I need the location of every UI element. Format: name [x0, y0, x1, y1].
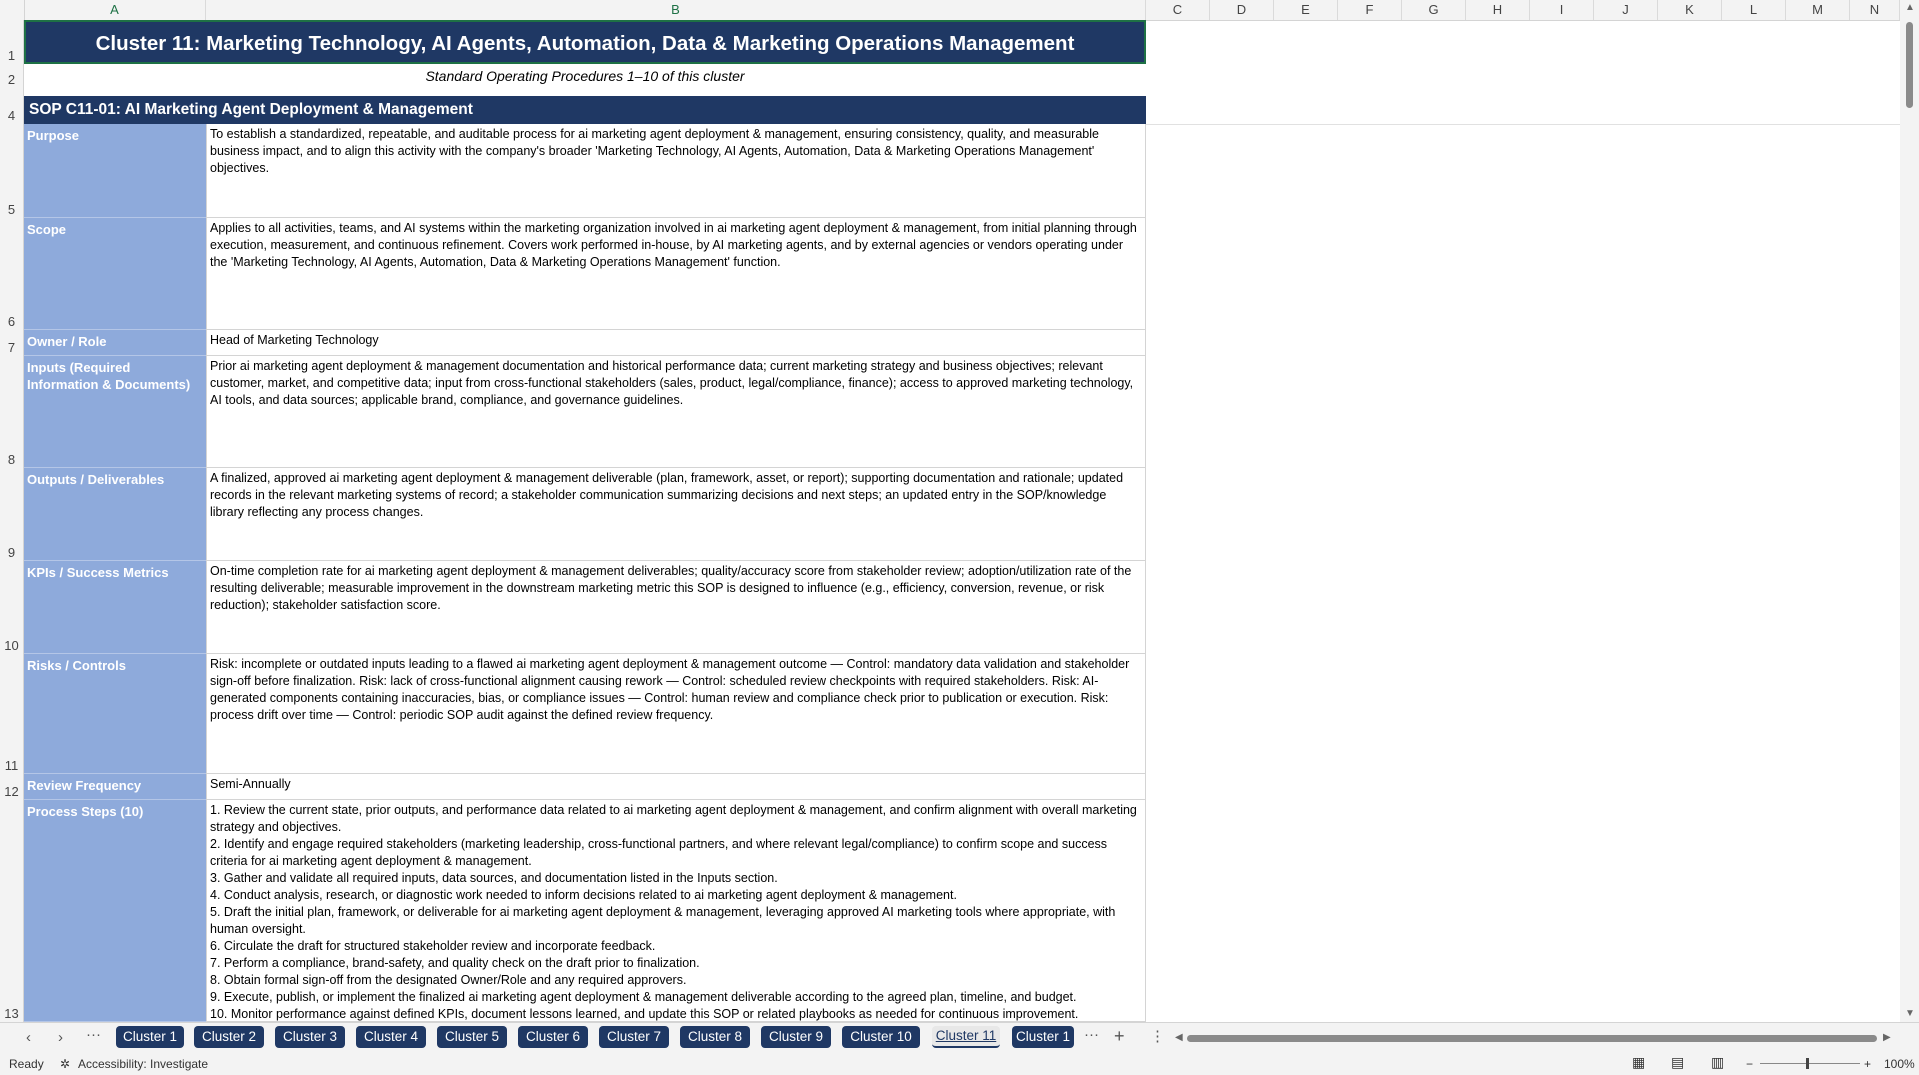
- column-header-f[interactable]: F: [1338, 0, 1402, 20]
- sop-header[interactable]: SOP C11-01: AI Marketing Agent Deployment & Management: [24, 96, 1146, 124]
- select-all-corner[interactable]: [0, 0, 25, 20]
- status-ready: Ready: [9, 1057, 44, 1071]
- page-layout-icon[interactable]: ▤: [1671, 1054, 1685, 1070]
- row-header-5[interactable]: 5: [0, 124, 24, 218]
- row-header-13[interactable]: 13: [0, 800, 24, 1022]
- tab-cluster-10[interactable]: Cluster 10: [842, 1026, 920, 1048]
- step-item: 2. Identify and engage required stakeholders (marketing leadership, cross-functional partners, and where relevant legal/compliance) to confirm scope and success criteria for ai marketing agent deployment & management.: [210, 837, 1108, 868]
- steps-label[interactable]: Process Steps (10): [24, 800, 206, 1022]
- tab-cluster-8[interactable]: Cluster 8: [680, 1026, 750, 1048]
- scroll-right-icon[interactable]: ▶: [1883, 1032, 1891, 1043]
- column-header-a[interactable]: A: [24, 0, 206, 20]
- row-header-1[interactable]: 1: [0, 20, 24, 64]
- tab-cluster-5[interactable]: Cluster 5: [437, 1026, 507, 1048]
- scroll-down-icon[interactable]: ▼: [1905, 1008, 1915, 1019]
- tab-cluster-2[interactable]: Cluster 2: [194, 1026, 264, 1048]
- row-header-8[interactable]: 8: [0, 356, 24, 468]
- inputs-label[interactable]: Inputs (Required Information & Documents): [24, 356, 206, 468]
- normal-view-icon[interactable]: ▦: [1632, 1054, 1646, 1070]
- step-item: 4. Conduct analysis, research, or diagnostic work needed to inform decisions related to ai marketing agent deployment & management.: [210, 888, 957, 902]
- tab-cluster-7[interactable]: Cluster 7: [599, 1026, 669, 1048]
- risks-label[interactable]: Risks / Controls: [24, 654, 206, 774]
- column-header-k[interactable]: K: [1658, 0, 1722, 20]
- tab-cluster-1[interactable]: Cluster 1: [116, 1026, 184, 1048]
- step-item: 1. Review the current state, prior outputs, and performance data related to ai marketing agent deployment & management, and confirm alignment with overall marketing strategy and objectives.: [210, 803, 1137, 834]
- row-header-11[interactable]: 11: [0, 654, 24, 774]
- prev-sheet-icon[interactable]: ‹: [26, 1029, 31, 1046]
- scope-label[interactable]: Scope: [24, 218, 206, 330]
- column-header-j[interactable]: J: [1594, 0, 1658, 20]
- step-item: 9. Execute, publish, or implement the finalized ai marketing agent deployment & management deliverable according to the agreed plan, timeline, and budget.: [210, 990, 1077, 1004]
- tab-cluster-12-partial[interactable]: Cluster 1: [1012, 1026, 1074, 1048]
- grid-line: [1146, 124, 1900, 125]
- column-header-l[interactable]: L: [1722, 0, 1786, 20]
- scroll-left-icon[interactable]: ◀: [1175, 1032, 1183, 1043]
- vertical-scroll-thumb[interactable]: [1906, 22, 1913, 108]
- more-tabs-icon[interactable]: ···: [1084, 1026, 1099, 1043]
- column-header-n[interactable]: N: [1850, 0, 1900, 20]
- step-item: 10. Monitor performance against defined KPIs, document lessons learned, and update this SOP or related playbooks as needed for continuous improvement.: [210, 1007, 1079, 1021]
- column-header-c[interactable]: C: [1146, 0, 1210, 20]
- tab-cluster-11[interactable]: Cluster 11: [932, 1026, 1000, 1048]
- horizontal-scrollbar[interactable]: [1175, 1031, 1895, 1045]
- tab-cluster-3[interactable]: Cluster 3: [275, 1026, 345, 1048]
- row-header-4[interactable]: 4: [0, 88, 24, 124]
- scope-value[interactable]: Applies to all activities, teams, and AI systems within the marketing organization involved in ai marketing agent deployment & management, from initial planning through execution, measurement, and continuous refinement. Covers work performed in-house, by AI marketing agents, and by external agencies or vendors operating under the 'Marketing Technology, AI Agents, Automation, Data & Marketing Operations Management' function.: [206, 218, 1146, 330]
- column-header-m[interactable]: M: [1786, 0, 1850, 20]
- row-header-9[interactable]: 9: [0, 468, 24, 561]
- horizontal-scroll-thumb[interactable]: [1187, 1035, 1877, 1042]
- sheet-subtitle[interactable]: Standard Operating Procedures 1–10 of this cluster: [425, 68, 745, 84]
- row-header-10[interactable]: 10: [0, 561, 24, 654]
- step-item: 3. Gather and validate all required inputs, data sources, and documentation listed in the Inputs section.: [210, 871, 778, 885]
- zoom-slider-handle[interactable]: [1806, 1058, 1809, 1069]
- tab-cluster-6[interactable]: Cluster 6: [518, 1026, 588, 1048]
- outputs-value[interactable]: A finalized, approved ai marketing agent deployment & management deliverable (plan, framework, asset, or report); supporting documentation and rationale; updated records in the relevant marketing systems of record; a stakeholder communication summarizing decisions and next steps; an updated entry in the SOP/knowledge library reflecting any process changes.: [206, 468, 1146, 561]
- outputs-label[interactable]: Outputs / Deliverables: [24, 468, 206, 561]
- add-sheet-icon[interactable]: +: [1114, 1026, 1125, 1046]
- vertical-scrollbar[interactable]: [1900, 0, 1919, 1022]
- step-item: 8. Obtain formal sign-off from the designated Owner/Role and any required approvers.: [210, 973, 687, 987]
- tab-options-icon[interactable]: ⋮: [1150, 1028, 1165, 1045]
- accessibility-icon[interactable]: ✲: [60, 1057, 71, 1071]
- zoom-level[interactable]: 100%: [1884, 1057, 1915, 1071]
- sheet-title[interactable]: Cluster 11: Marketing Technology, AI Agents, Automation, Data & Marketing Operations Management: [24, 20, 1146, 64]
- accessibility-status[interactable]: Accessibility: Investigate: [78, 1057, 209, 1071]
- column-header-bar: [0, 0, 1900, 21]
- more-sheets-icon[interactable]: ···: [86, 1026, 101, 1043]
- row-header-12[interactable]: 12: [0, 774, 24, 800]
- frequency-value[interactable]: Semi-Annually: [206, 774, 1146, 800]
- kpis-value[interactable]: On-time completion rate for ai marketing agent deployment & management deliverables; quality/accuracy score from stakeholder review; adoption/utilization rate of the resulting deliverable; measurable improvement in the downstream marketing metric this SOP is designed to influence (e.g., efficiency, conversion, revenue, or risk reduction); stakeholder satisfaction score.: [206, 561, 1146, 654]
- frequency-label[interactable]: Review Frequency: [24, 774, 206, 800]
- zoom-slider[interactable]: [1760, 1063, 1860, 1064]
- status-bar: [0, 1052, 1919, 1075]
- column-header-b[interactable]: B: [206, 0, 1146, 20]
- zoom-out-icon[interactable]: −: [1746, 1057, 1754, 1071]
- zoom-in-icon[interactable]: +: [1864, 1057, 1872, 1071]
- column-header-h[interactable]: H: [1466, 0, 1530, 20]
- steps-value[interactable]: [206, 800, 1146, 1022]
- tab-cluster-4[interactable]: Cluster 4: [356, 1026, 426, 1048]
- step-item: 6. Circulate the draft for structured stakeholder review and incorporate feedback.: [210, 939, 656, 953]
- purpose-value[interactable]: To establish a standardized, repeatable, and auditable process for ai marketing agent deployment & management, ensuring consistency, quality, and measurable business impact, and to align this activity with the company's broader 'Marketing Technology, AI Agents, Automation, Data & Marketing Operations Management' objectives.: [206, 124, 1146, 218]
- column-header-i[interactable]: I: [1530, 0, 1594, 20]
- sheet-tab-bar: [0, 1022, 1919, 1053]
- risks-value[interactable]: Risk: incomplete or outdated inputs leading to a flawed ai marketing agent deployment & management outcome — Control: mandatory data validation and stakeholder sign-off before finalization. Risk: lack of cross-functional alignment causing rework — Control: scheduled review checkpoints with required stakeholders. Risk: AI-generated components containing inaccuracies, bias, or compliance issues — Control: human review and compliance check prior to publication or execution. Risk: process drift over time — Control: periodic SOP audit against the defined review frequency.: [206, 654, 1146, 774]
- inputs-value[interactable]: Prior ai marketing agent deployment & management documentation and historical performance data; current marketing strategy and business objectives; relevant customer, market, and competitive data; input from cross-functional stakeholders (sales, product, legal/compliance, finance); access to approved marketing technology, AI tools, and data sources; applicable brand, compliance, and governance guidelines.: [206, 356, 1146, 468]
- purpose-label[interactable]: Purpose: [24, 124, 206, 218]
- step-item: 5. Draft the initial plan, framework, or deliverable for ai marketing agent deployment & management, leveraging approved AI marketing tools where appropriate, with human oversight.: [210, 905, 1116, 936]
- scroll-up-icon[interactable]: ▲: [1905, 2, 1915, 13]
- step-item: 7. Perform a compliance, brand-safety, and quality check on the draft prior to finalization.: [210, 956, 700, 970]
- page-break-icon[interactable]: ▥: [1711, 1054, 1725, 1070]
- owner-label[interactable]: Owner / Role: [24, 330, 206, 356]
- next-sheet-icon[interactable]: ›: [58, 1029, 63, 1046]
- column-header-d[interactable]: D: [1210, 0, 1274, 20]
- kpis-label[interactable]: KPIs / Success Metrics: [24, 561, 206, 654]
- row-header-2[interactable]: 2: [0, 64, 24, 88]
- row-header-6[interactable]: 6: [0, 218, 24, 330]
- tab-cluster-9[interactable]: Cluster 9: [761, 1026, 831, 1048]
- column-header-e[interactable]: E: [1274, 0, 1338, 20]
- owner-value[interactable]: Head of Marketing Technology: [206, 330, 1146, 356]
- row-header-7[interactable]: 7: [0, 330, 24, 356]
- column-header-g[interactable]: G: [1402, 0, 1466, 20]
